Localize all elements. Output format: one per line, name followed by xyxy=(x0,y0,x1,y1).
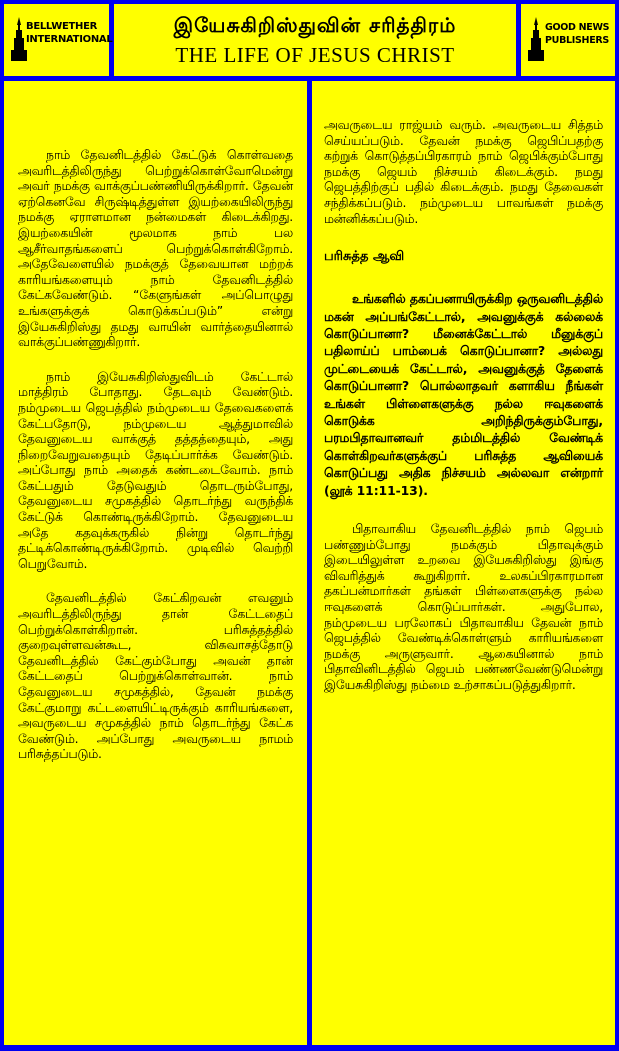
page-title-english: THE LIFE OF JESUS CHRIST xyxy=(175,43,455,67)
page-title-tamil: இயேசுகிறிஸ்துவின் சரித்திரம் xyxy=(173,13,457,37)
paragraph: தேவனிடத்தில் கேட்கிறவன் எவனும் அவரிடத்திலிருந்து தான் கேட்டதைப் பெற்றுக்கொள்கிறான். பரிசுத்தத்தில் குறைவுள்ளவன்கூட, விசுவாசத்தோடு தேவனிடத்தில் கேட்கும்போது அவன் தான் கேட்டதைப் பெற்றுக்கொள்வான். நாம் தேவனுடைய சமுகத்தில், தேவன் நமக்கு கேட்குமாறு கட்டளையிட்டிருக்கும் காரியங்களை, அவருடைய சமுகத்தில் நாம் தொடர்ந்து கேட்க வேண்டும். அப்போது அவருடைய நாமம் பரிசுத்தப்படும். xyxy=(18,590,293,762)
paragraph: நாம் தேவனிடத்தில் கேட்டுக் கொள்வதை அவரிடத்திலிருந்து பெற்றுக்கொள்வோமென்று அவர் நமக்கு வாக்குப்பண்ணியிருக்கிறார். தேவன் ஏற்கெனவே சிருஷ்டித்துள்ள இயற்கையிலிருந்து நமக்கு ஏராளமான நன்மைகள் கிடைக்கிறது. இயற்கையின் மூலமாக நாம் பல ஆசீர்வாதங்களைப் பெற்றுக்கொள்கிறோம். அதேவேளையில் நமக்குத் தேவையான மற்றக் காரியங்களையும் நாம் தேவனிடத்தில் கேட்கவேண்டும். “கேளுங்கள் அப்பொழுது உங்களுக்குக் கொடுக்கப்படும்” என்று இயேசுகிறிஸ்து தமது வாயின் வார்த்தையினால் வாக்குப்பண்ணுகிறார். xyxy=(18,147,293,350)
good-news-logo-icon xyxy=(527,16,545,62)
scripture-quote: உங்களில் தகப்பனாயிருக்கிற ஒருவனிடத்தில் மகன் அப்பங்கேட்டால், அவனுக்குக் கல்லைக் கொடுப்பானா? மீனைக்கேட்டால் மீனுக்குப் பதிலாய்ப் பாம்பைக் கொடுப்பானா? அல்லது முட்டையைக் கேட்டால், அவனுக்குத் தேளைக் கொடுப்பானா? பொல்லாதவர் களாகிய நீங்கள் உங்கள் பிள்ளைகளுக்கு நல்ல ஈவுகளைக் கொடுக்க அறிந்திருக்கும்போது, பரமபிதாவானவர் தம்மிடத்தில் வேண்டிக் கொள்கிறவர்களுக்குப் பரிசுத்த ஆவியைக் கொடுப்பது அதிக நிச்சயம் அல்லவா என்றார் (லூக் 11:11-13). xyxy=(324,291,603,498)
left-column xyxy=(4,81,307,1045)
good-news-logo-line1: GOOD NEWS xyxy=(545,22,610,33)
bellwether-logo-line1: BELLWETHER xyxy=(26,21,98,32)
section-heading: பரிசுத்த ஆவி xyxy=(324,249,405,265)
paragraph: நாம் இயேசுகிறிஸ்துவிடம் கேட்டால் மாத்திரம் போதாது. தேடவும் வேண்டும். நம்முடைய ஜெபத்தில் நம்முடைய தேவைகளைக் கேட்பதோடு, நம்முடைய ஆத்துமாவில் தேவனுடைய வாக்குத் தத்தத்தையும், அது நிறைவேறுவதையும் தேடிப்பார்க்க வேண்டும். அப்போது நாம் அதைக் கண்டடைவோம். நாம் கேட்பதும் தேடுவதும் தொடரும்போது, தேவனுடைய சமுகத்தில் தொடர்ந்து வருந்திக் கேட்டுக் கொண்டிருக்கிறோம். தேவனுடைய அதே கதவுக்கருகில் நின்று தொடர்ந்து தட்டிக்கொண்டிருக்கிறோம். முடிவில் வெற்றி பெறுவோம். xyxy=(18,368,293,571)
good-news-logo xyxy=(521,4,615,76)
bellwether-logo xyxy=(4,4,113,76)
paragraph: பிதாவாகிய தேவனிடத்தில் நாம் ஜெபம் பண்ணும்போது நமக்கும் பிதாவுக்கும் இடையிலுள்ள உறவை இயேசுகிறிஸ்து இங்கு விவரித்துக் கூறுகிறார். உலகப்பிரகாரமான தகப்பன்மார்கள் தங்கள் பிள்ளைகளுக்கு நல்ல ஈவுகளைக் கொடுப்பார்கள். அதுபோல, நம்முடைய பரலோகப் பிதாவாகிய தேவன் நாம் ஜெபத்தில் வேண்டிக்கொள்ளும் காரியங்களை நமக்கு அருளுவார். ஆகையினால் நாம் பிதாவினிடத்தில் ஜெபம் பண்ணவேண்டுமென்று இயேசுகிறிஸ்து நம்மை உற்சாகப்படுத்துகிறார். xyxy=(324,521,603,692)
bellwether-logo-line2: INTERNATIONAL xyxy=(26,34,113,45)
right-column xyxy=(312,81,615,1045)
title-banner xyxy=(114,4,516,76)
paragraph-intro: அவருடைய ராஜ்யம் வரும். அவருடைய சித்தம் செய்யப்படும். தேவன் நமக்கு ஜெபிப்பதற்கு கற்றுக் கொடுத்தப்பிரகாரம் நாம் ஜெபிக்கும்போது நமக்கு ஜெயம் நிச்சயம் கிடைக்கும். நமது ஜெபத்திற்குப் பதில் கிடைக்கும். நமது தேவைகள் சந்திக்கப்படும். நம்முடைய பாவங்கள் நமக்கு மன்னிக்கப்படும். xyxy=(324,117,603,226)
good-news-logo-line2: PUBLISHERS xyxy=(545,35,609,46)
